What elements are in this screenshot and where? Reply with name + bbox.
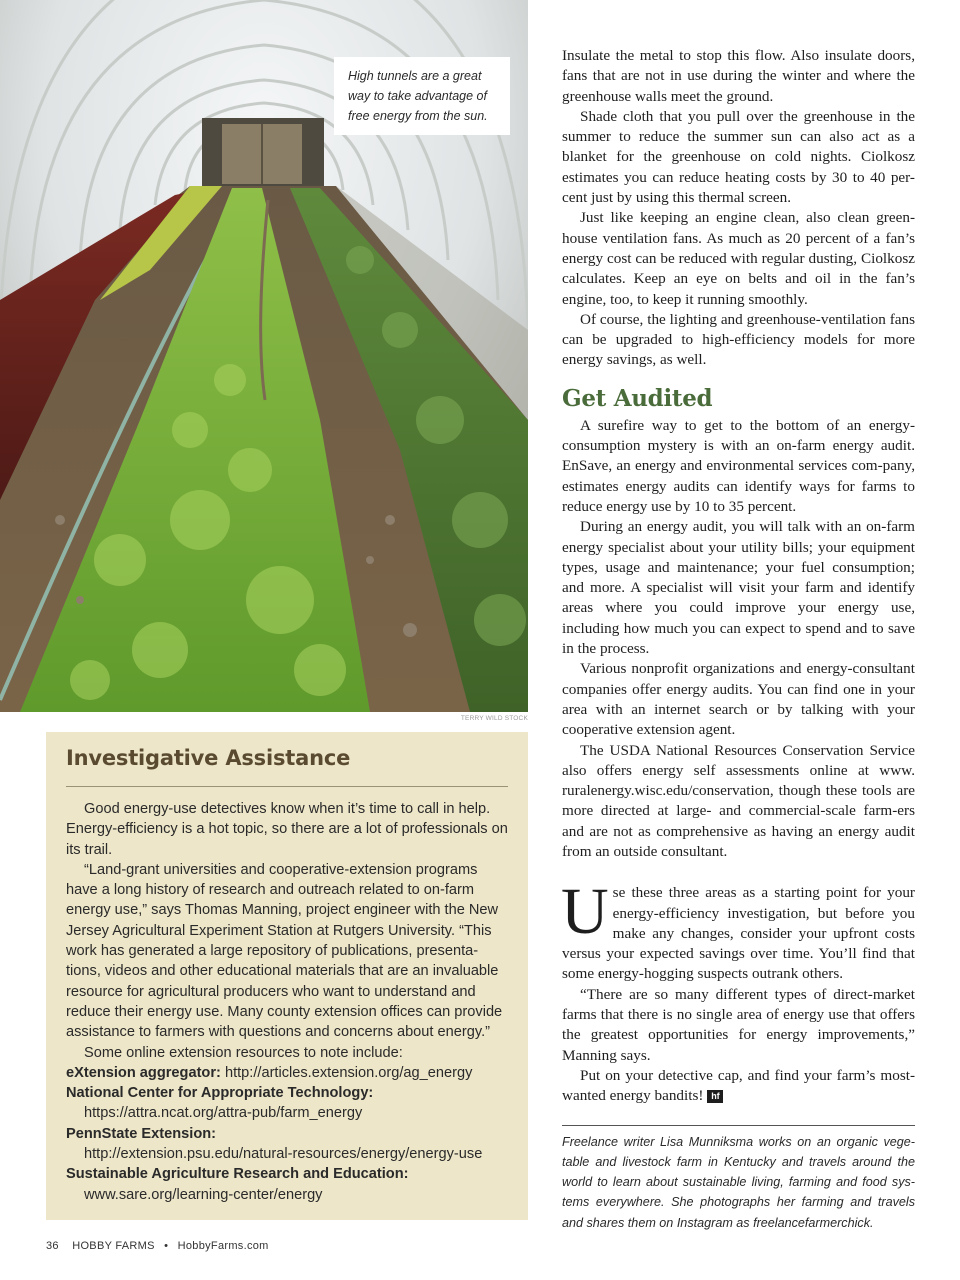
body-paragraph: Just like keeping an engine clean, also clean green-house ventilation fans. As much as 20 percent of a fan’s energy cost can be reduced with regular dusting, Ciolkosz calculates. Keep an eye on belts and oil in the fan’s engine, too, to keep it running smoothly. bbox=[562, 209, 915, 308]
sidebar-divider bbox=[66, 786, 508, 787]
investigative-assistance-sidebar bbox=[46, 732, 528, 1220]
page-number: 36 bbox=[46, 1240, 59, 1252]
body-paragraph: A surefire way to get to the bottom of an energy-consumption mystery is with an on-farm energy audit. EnSave, an energy and environmental services com-pany, estimates energy audits can identify ways for farms to reduce energy use by 10 to 35 percent. bbox=[562, 416, 915, 515]
closing-text: Put on your detective cap, and find your farm’s most-wanted energy bandits! bbox=[562, 1066, 915, 1105]
footer-separator: • bbox=[164, 1240, 169, 1252]
body-paragraph: “There are so many different types of direct-market farms that there is no single area of energy use that offers the greatest opportunities for energy improvements,” Manning says. bbox=[562, 985, 915, 1064]
resource-label: eXtension aggregator: bbox=[66, 1064, 221, 1081]
photo-caption: High tunnels are a great way to take advantage of free energy from the sun. bbox=[334, 57, 510, 135]
page-footer bbox=[46, 1240, 269, 1252]
magazine-website[interactable]: HobbyFarms.com bbox=[177, 1240, 269, 1252]
body-paragraph: Of course, the lighting and greenhouse-ventilation fans can be upgraded to high-efficiency models for more energy savings, as well. bbox=[562, 310, 915, 369]
resource-link[interactable]: https://attra.ncat.org/attra-pub/farm_energy bbox=[84, 1105, 363, 1122]
resource-ncat bbox=[66, 1083, 508, 1103]
resource-link[interactable]: www.sare.org/learning-center/energy bbox=[84, 1186, 323, 1203]
sidebar-paragraph: “Land-grant universities and cooperative-extension programs have a long history of research and outreach related to on-farm energy use,” says Thomas Manning, project engineer with the New Jersey Agricultural Experiment Station at Rutgers University. “This work has generated a large repository of publications, presenta-tions, videos and other educational materials that are an invaluable resource for agricultural producers who want to understand and reduce their energy use. Many county extension offices can provide assistance to farmers with questions and concerns about energy.” bbox=[66, 861, 503, 1041]
body-paragraph: Shade cloth that you pull over the greenhouse in the summer to reduce the summer sun can also act as a blanket for the greenhouse on cold nights. Ciolkosz estimates you can reduce heating costs by 30 to 40 per-cent just by using this thermal screen. bbox=[562, 107, 915, 207]
article-body-column bbox=[562, 46, 915, 1233]
dropcap-paragraph-text: se these three areas as a starting point for your energy-efficiency investigation, but before you make any changes, consider your upfront costs versus your expected savings over time. You’ll find that some energy-hogging suspects outrank others. bbox=[562, 884, 915, 983]
resource-label: Sustainable Agriculture Research and Education: bbox=[66, 1166, 409, 1183]
drop-cap-letter: U bbox=[561, 875, 609, 949]
body-paragraph: Insulate the metal to stop this flow. Also insulate doors, fans that are not in use during the winter and where the greenhouse walls meet the ground. bbox=[562, 47, 915, 105]
resource-pennstate bbox=[66, 1124, 508, 1144]
sidebar-paragraph: Good energy-use detectives know when it’s time to call in help. Energy-efficiency is a hot topic, so there are a lot of professionals on its trail. bbox=[66, 801, 508, 858]
closing-paragraph bbox=[562, 1066, 915, 1107]
author-bio: Freelance writer Lisa Munniksma works on an organic vege-table and livestock farm in Kentucky and travels around the world to learn about sustainable living, farming and food sys-tems everywhere. She photographs her farming and travels and shares them on Instagram as freelancefarmerchick. bbox=[562, 1134, 915, 1230]
resource-label: PennState Extension: bbox=[66, 1125, 217, 1142]
body-paragraph: Various nonprofit organizations and energy-consultant companies offer energy audits. You can find one in your area with an internet search or by talking with your cooperative extension agent. bbox=[562, 660, 915, 739]
photo-credit: TERRY WILD STOCK bbox=[460, 715, 528, 722]
bio-divider bbox=[562, 1125, 915, 1126]
resource-label: National Center for Appropriate Technology: bbox=[66, 1085, 374, 1102]
magazine-name: HOBBY FARMS bbox=[72, 1240, 155, 1252]
hobby-farms-end-mark-icon: hf bbox=[707, 1090, 723, 1103]
dropcap-paragraph bbox=[561, 875, 915, 984]
resource-extension bbox=[66, 1063, 508, 1083]
body-paragraph: During an energy audit, you will talk with an on-farm energy specialist about your utility bills; your equipment types, usage and maintenance; your fuel consumption; and more. A specialist will visit your farm and identify areas where you could improve your energy use, including how much you can expect to spend and to save in the process. bbox=[562, 518, 915, 658]
section-heading-get-audited: Get Audited bbox=[562, 384, 713, 412]
sidebar-paragraph: Some online extension resources to note include: bbox=[84, 1044, 403, 1061]
sidebar-title: Investigative Assistance bbox=[66, 746, 351, 770]
body-paragraph: The USDA National Resources Conservation Service also offers energy self assessments online at www. ruralenergy.wisc.edu/conservation, though these tools are more directed at large- and commercial-scale farm-ers and are not as comprehensive as having an energy audit from an outside consultant. bbox=[562, 741, 915, 860]
resource-sare bbox=[66, 1164, 508, 1184]
greenhouse-photo bbox=[0, 0, 528, 712]
resource-link[interactable]: http://extension.psu.edu/natural-resources/energy/energy-use bbox=[84, 1146, 483, 1163]
resource-link[interactable]: http://articles.extension.org/ag_energy bbox=[224, 1064, 473, 1081]
